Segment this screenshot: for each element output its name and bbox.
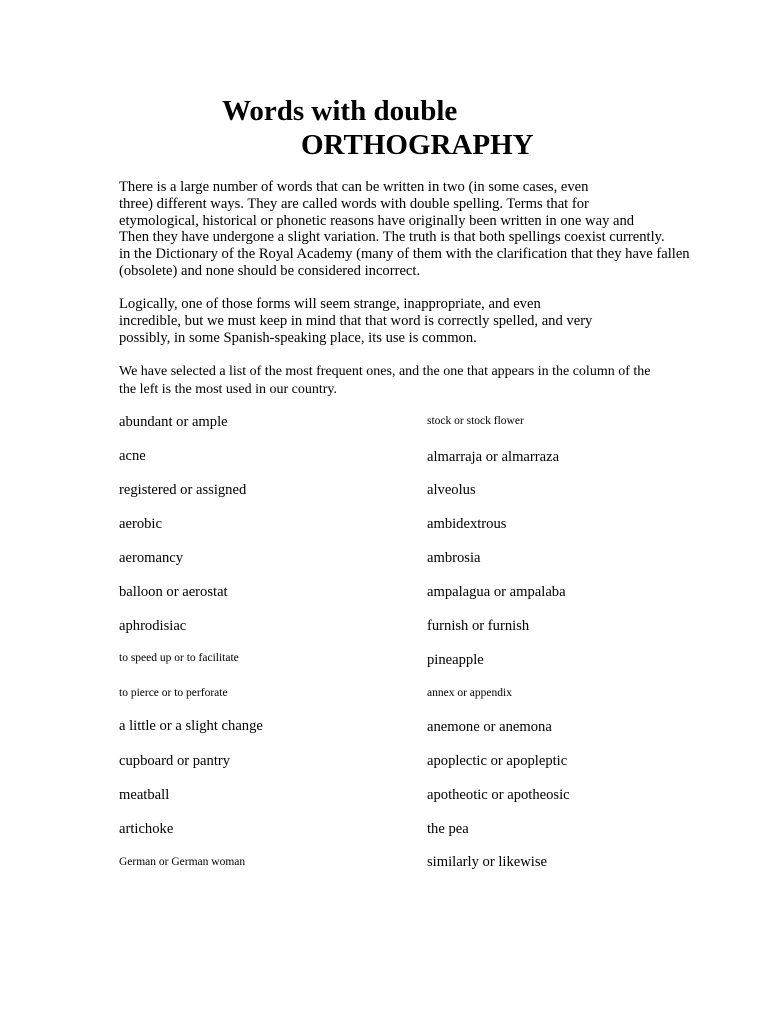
word-right-10: anemone or anemona bbox=[427, 719, 552, 735]
word-left-9: to pierce or to perforate bbox=[119, 687, 228, 699]
word-right-11: apoplectic or apopleptic bbox=[427, 753, 568, 769]
paragraph-line: in the Dictionary of the Royal Academy (many of them with the clarification that they have fallen bbox=[119, 246, 690, 263]
word-right-7: furnish or furnish bbox=[427, 618, 530, 634]
intro-paragraph-2 bbox=[119, 296, 592, 346]
word-left-10: a little or a slight change bbox=[119, 718, 263, 734]
word-left-7: aphrodisiac bbox=[119, 618, 187, 634]
word-right-8: pineapple bbox=[427, 652, 484, 668]
word-left-11: cupboard or pantry bbox=[119, 753, 231, 769]
word-right-1: stock or stock flower bbox=[427, 415, 524, 427]
word-left-3: registered or assigned bbox=[119, 482, 247, 498]
word-left-8: to speed up or to facilitate bbox=[119, 652, 239, 664]
paragraph-line: There is a large number of words that can be written in two (in some cases, even bbox=[119, 179, 589, 195]
word-left-14: German or German woman bbox=[119, 856, 246, 868]
paragraph-line: Then they have undergone a slight variation. The truth is that both spellings coexist currently. bbox=[119, 229, 665, 246]
paragraph-line: possibly, in some Spanish-speaking place, its use is common. bbox=[119, 329, 477, 346]
paragraph-line: Logically, one of those forms will seem strange, inappropriate, and even bbox=[119, 296, 541, 312]
word-left-13: artichoke bbox=[119, 821, 174, 837]
word-left-12: meatball bbox=[119, 787, 170, 803]
paragraph-line: the left is the most used in our country. bbox=[119, 381, 337, 397]
page-title-line-1: Words with double bbox=[222, 95, 458, 127]
paragraph-line: three) different ways. They are called words with double spelling. Terms that for bbox=[119, 195, 589, 212]
word-right-5: ambrosia bbox=[427, 550, 481, 566]
word-right-14: similarly or likewise bbox=[427, 854, 547, 870]
page-title-line-2: ORTHOGRAPHY bbox=[301, 129, 534, 161]
paragraph-line: We have selected a list of the most frequent ones, and the one that appears in the column of the bbox=[119, 364, 651, 379]
word-right-6: ampalagua or ampalaba bbox=[427, 584, 566, 600]
word-left-6: balloon or aerostat bbox=[119, 584, 228, 600]
word-right-4: ambidextrous bbox=[427, 516, 507, 532]
word-left-4: aerobic bbox=[119, 516, 162, 532]
word-right-2: almarraja or almarraza bbox=[427, 449, 560, 465]
intro-paragraph-3 bbox=[119, 363, 650, 398]
word-right-9: annex or appendix bbox=[427, 687, 512, 699]
word-right-3: alveolus bbox=[427, 482, 476, 498]
word-left-5: aeromancy bbox=[119, 550, 184, 566]
word-left-2: acne bbox=[119, 448, 146, 464]
paragraph-line: etymological, historical or phonetic reasons have originally been written in one way and bbox=[119, 212, 635, 229]
word-right-12: apotheotic or apotheosic bbox=[427, 787, 570, 803]
paragraph-line: (obsolete) and none should be considered incorrect. bbox=[119, 262, 421, 279]
paragraph-line: incredible, but we must keep in mind that that word is correctly spelled, and very bbox=[119, 312, 593, 329]
intro-paragraph-1 bbox=[119, 179, 690, 280]
word-left-1: abundant or ample bbox=[119, 414, 228, 430]
word-right-13: the pea bbox=[427, 821, 469, 837]
